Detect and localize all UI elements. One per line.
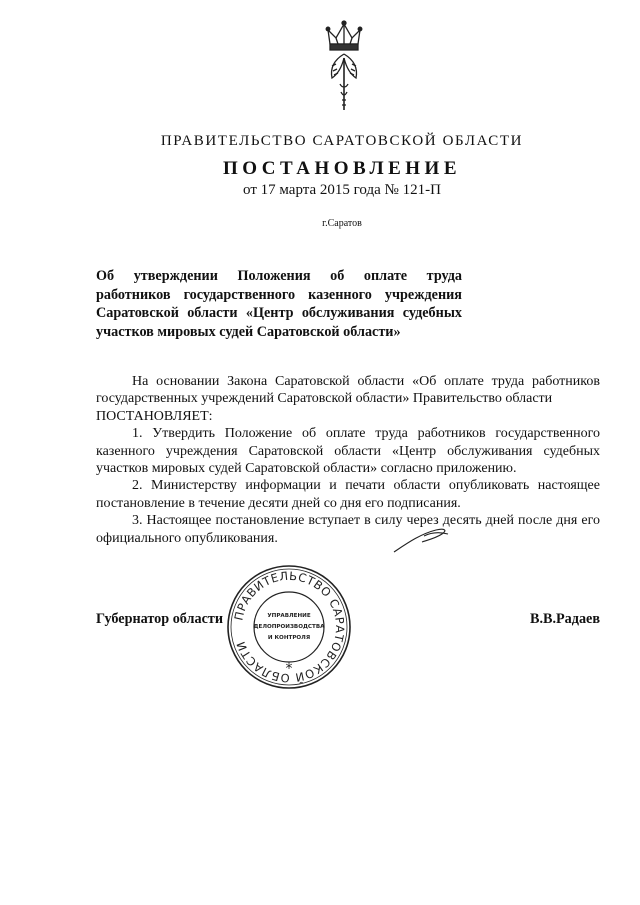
signatory-name: В.В.Радаев — [529, 611, 600, 627]
seal-center-line: УПРАВЛЕНИЕ — [267, 613, 311, 619]
document-subject — [96, 267, 462, 341]
preamble-paragraph: На основании Закона Саратовской области «Об оплате труда работников государственных учреждений Саратовской области» Правительство области — [96, 374, 600, 407]
seal-ring-text: ПРАВИТЕЛЬСТВО САРАТОВСКОЙ ОБЛАСТИ — [231, 568, 348, 686]
subject-line: Саратовской области «Центр обслуживания судебных — [96, 305, 462, 321]
seal-center-line: ДЕЛОПРОИЗВОДСТВА — [253, 624, 325, 630]
handwritten-signature — [392, 522, 452, 556]
document-type-heading: ПОСТАНОВЛЕНИЕ — [222, 158, 462, 179]
official-seal — [225, 563, 353, 691]
signatory-position: Губернатор области — [96, 611, 224, 627]
resolution-item-2: 2. Министерству информации и печати области опубликовать настоящее постановление в течение десяти дней со дня его подписания. — [96, 478, 600, 511]
subject-line: работников государственного казенного учреждения — [96, 286, 462, 303]
resolution-item-1: 1. Утвердить Положение об оплате труда работников государственного казенного учреждения Саратовской области «Центр обслуживания судебных участков мировых судей Саратовской области» согласно приложению. — [96, 426, 600, 477]
subject-line: участков мировых судей Саратовской области» — [96, 323, 401, 340]
subject-line: Об утверждении Положения об оплате труда — [96, 268, 462, 284]
resolves-keyword: ПОСТАНОВЛЯЕТ: — [96, 408, 213, 424]
seal-star: * — [285, 661, 293, 677]
seal-center-line: И КОНТРОЛЯ — [267, 635, 311, 641]
coat-of-arms-emblem — [318, 14, 370, 114]
document-body — [96, 373, 600, 547]
document-date-number: от 17 марта 2015 года № 121-П — [243, 182, 441, 198]
government-title: ПРАВИТЕЛЬСТВО САРАТОВСКОЙ ОБЛАСТИ — [160, 133, 524, 149]
resolution-item-3: 3. Настоящее постановление вступает в силу через десять дней после дня его официального опубликования. — [96, 513, 600, 546]
document-city: г.Саратов — [322, 218, 362, 229]
